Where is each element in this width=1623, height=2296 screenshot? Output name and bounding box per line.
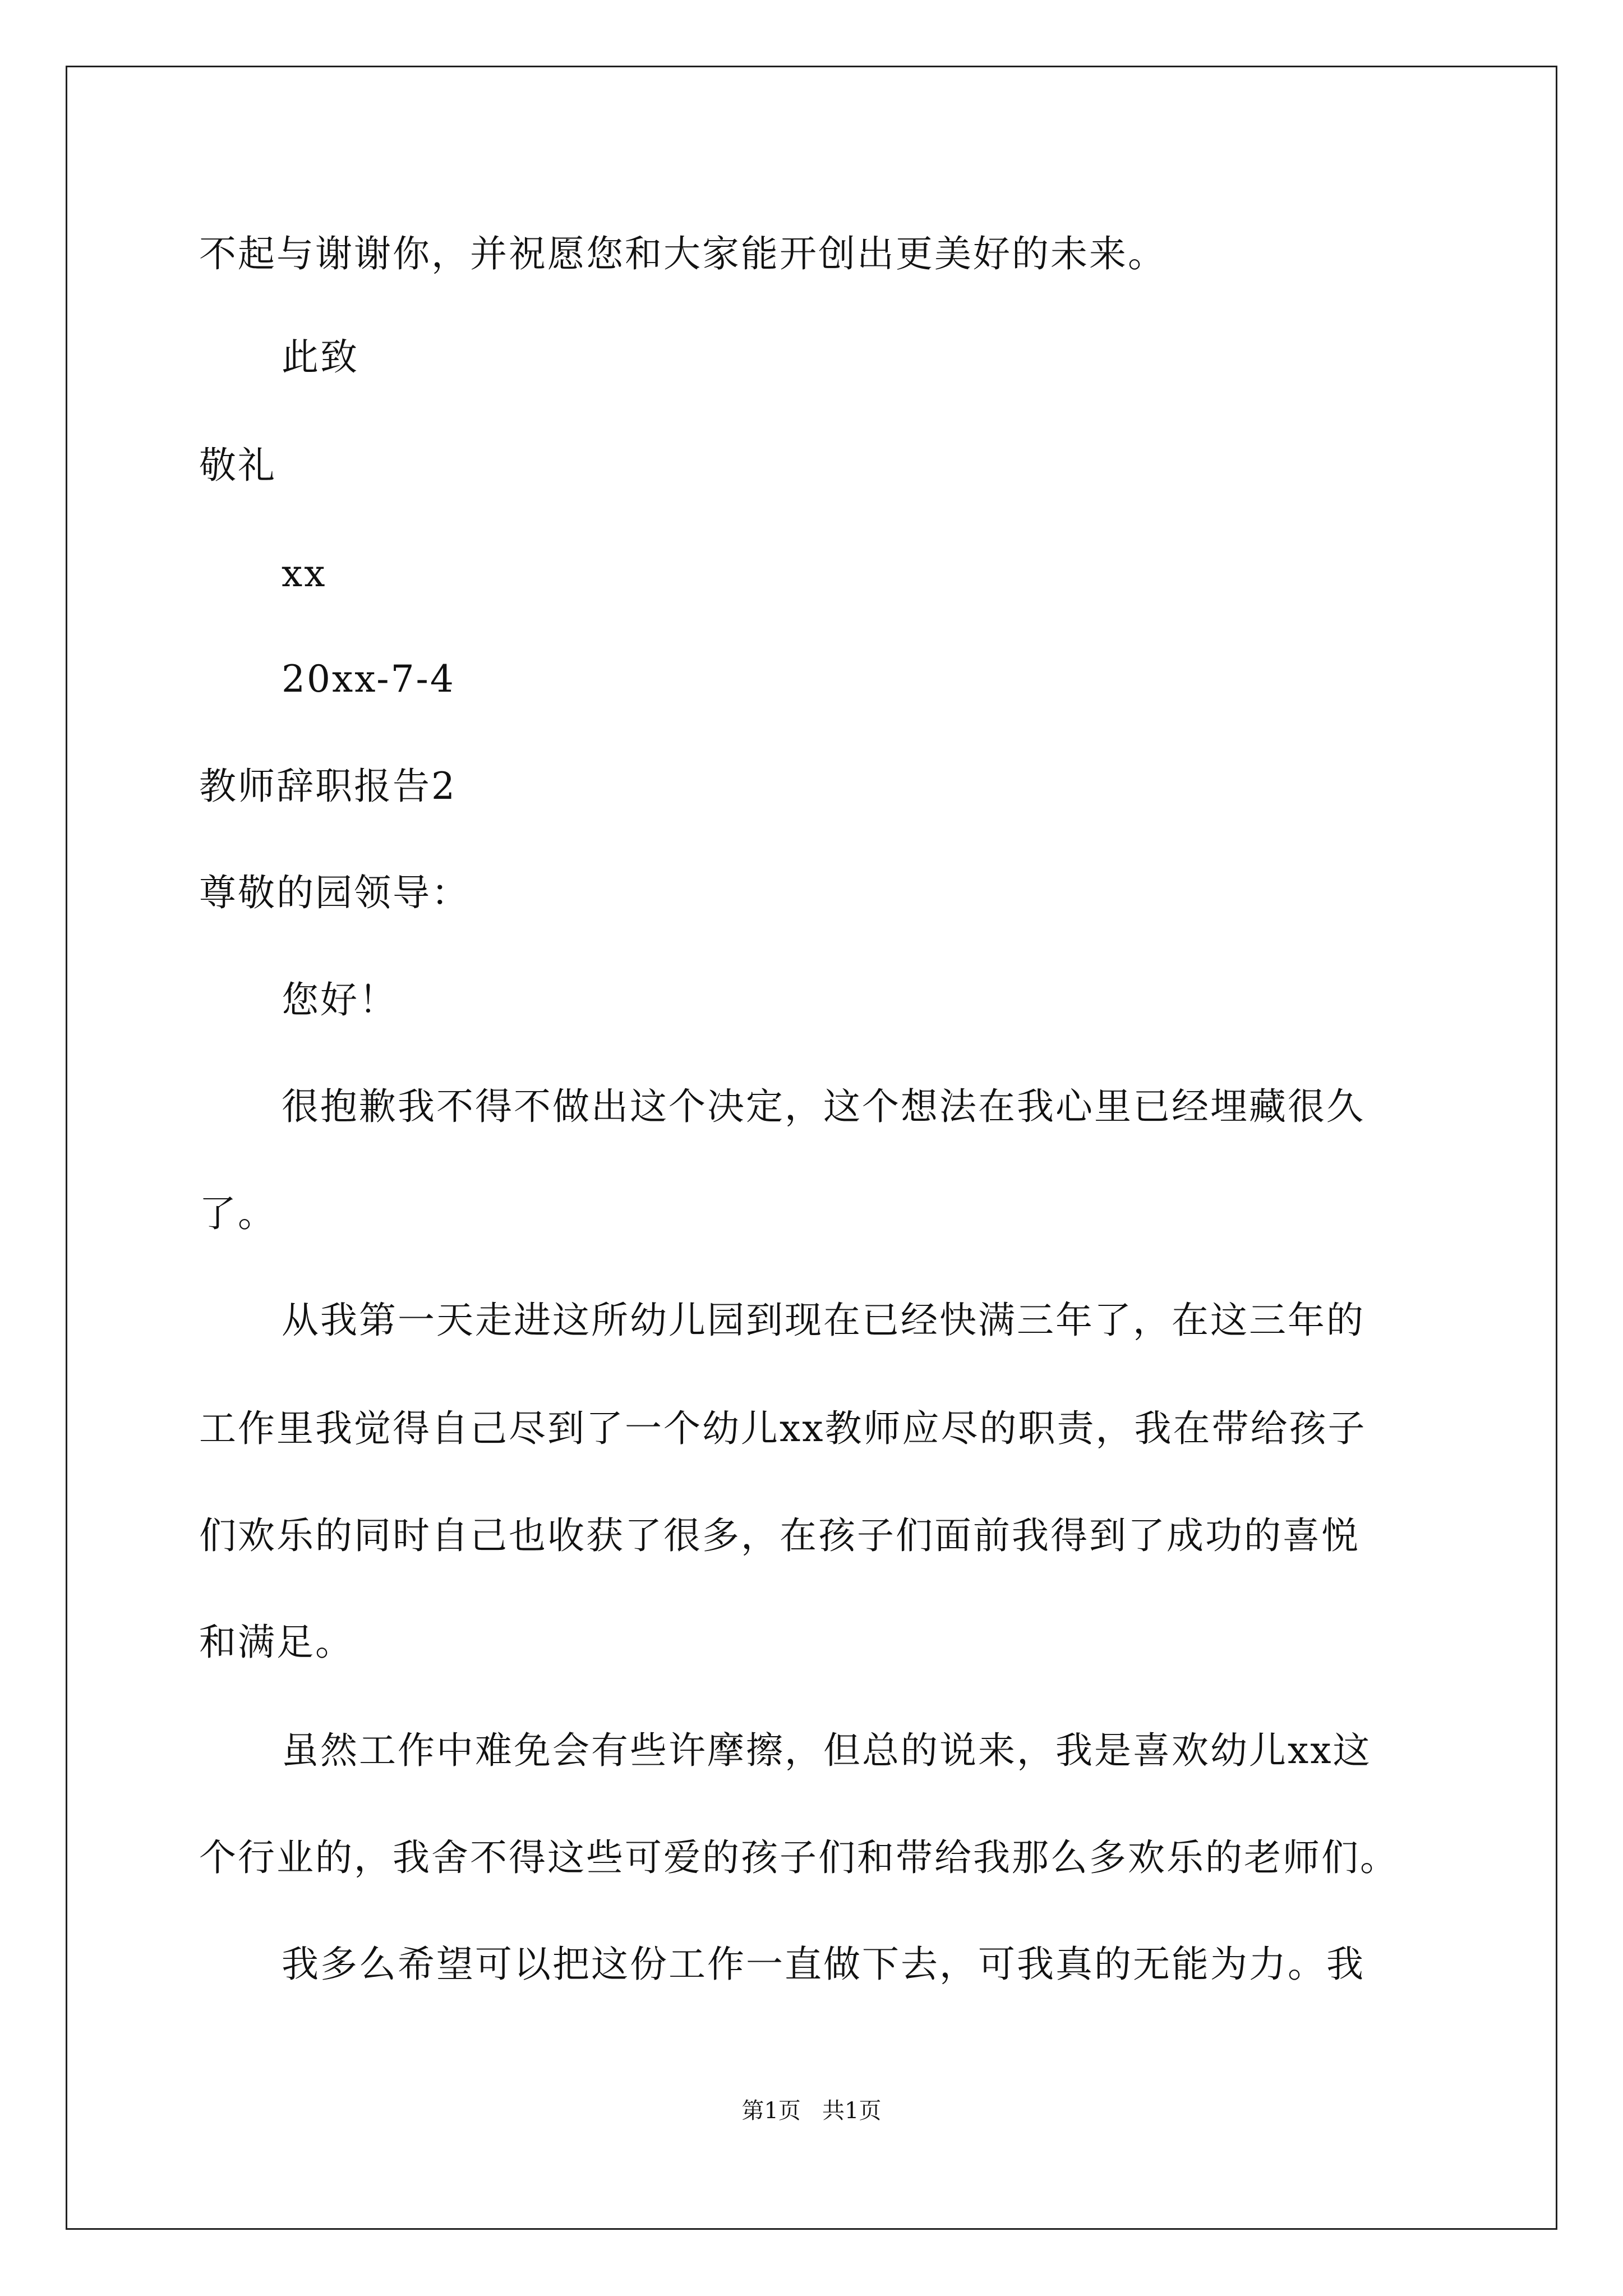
signature-date: 20xx-7-4: [282, 657, 455, 701]
text-line: 们欢乐的同时自己也收获了很多，在孩子们面前我得到了成功的喜悦: [199, 1514, 1360, 1557]
closing-salutation: 此致: [282, 335, 359, 379]
text-line: 工作里我觉得自己尽到了一个幼儿xx教师应尽的职责，我在带给孩子: [199, 1407, 1367, 1450]
page-frame: [66, 66, 1557, 2230]
greeting: 您好！: [282, 978, 398, 1022]
text-line: 不起与谢谢你，并祝愿您和大家能开创出更美好的未来。: [199, 232, 1166, 275]
text-line: 很抱歉我不得不做出这个决定，这个想法在我心里已经埋藏很久: [282, 1085, 1365, 1128]
text-line: 我多么希望可以把这份工作一直做下去，可我真的无能为力。我: [282, 1943, 1365, 1986]
text-line: 个行业的，我舍不得这些可爱的孩子们和带给我那么多欢乐的老师们。: [199, 1836, 1399, 1879]
section-title: 教师辞职报告2: [199, 765, 457, 808]
text-line: 虽然工作中难免会有些许摩擦，但总的说来，我是喜欢幼儿xx这: [282, 1729, 1372, 1772]
signature-name: xx: [282, 552, 327, 595]
closing-regards: 敬礼: [199, 444, 276, 487]
text-line: 从我第一天走进这所幼儿园到现在已经快满三年了，在这三年的: [282, 1299, 1365, 1342]
greeting-recipient: 尊敬的园领导：: [199, 871, 470, 914]
text-line: 和满足。: [199, 1621, 354, 1664]
text-line: 了。: [199, 1192, 276, 1235]
page-footer: 第1页 共1页: [741, 2098, 882, 2124]
